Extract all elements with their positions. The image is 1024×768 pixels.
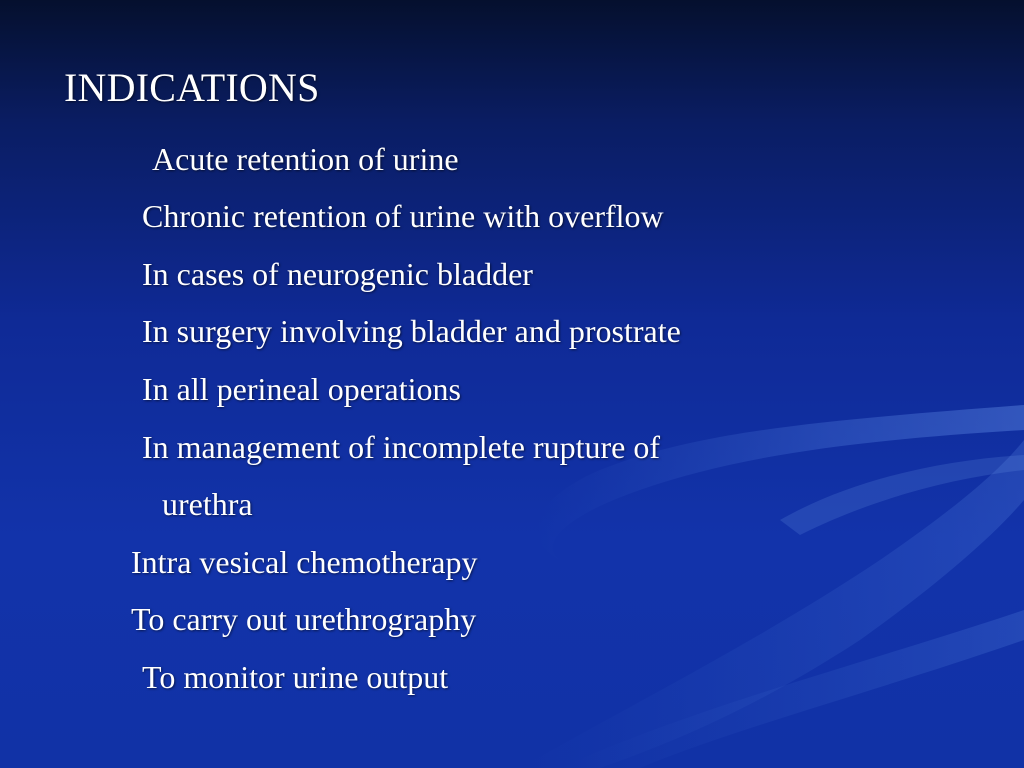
indication-line-urethra-continuation: urethra [162,486,253,522]
indication-line-chronic-retention: Chronic retention of urine with overflow [142,198,664,234]
slide-title: INDICATIONS [64,65,320,110]
indication-line-bladder-prostrate-surgery: In surgery involving bladder and prostrate [142,313,681,349]
indication-line-urethrography: To carry out urethrography [131,601,477,637]
indication-line-perineal-operations: In all perineal operations [142,371,461,407]
indication-line-acute-retention: Acute retention of urine [152,141,459,177]
indication-line-neurogenic-bladder: In cases of neurogenic bladder [142,256,533,292]
indication-line-monitor-urine-output: To monitor urine output [142,659,449,695]
indication-line-incomplete-rupture: In management of incomplete rupture of [142,429,661,465]
indication-line-intravesical-chemotherapy: Intra vesical chemotherapy [131,544,478,580]
